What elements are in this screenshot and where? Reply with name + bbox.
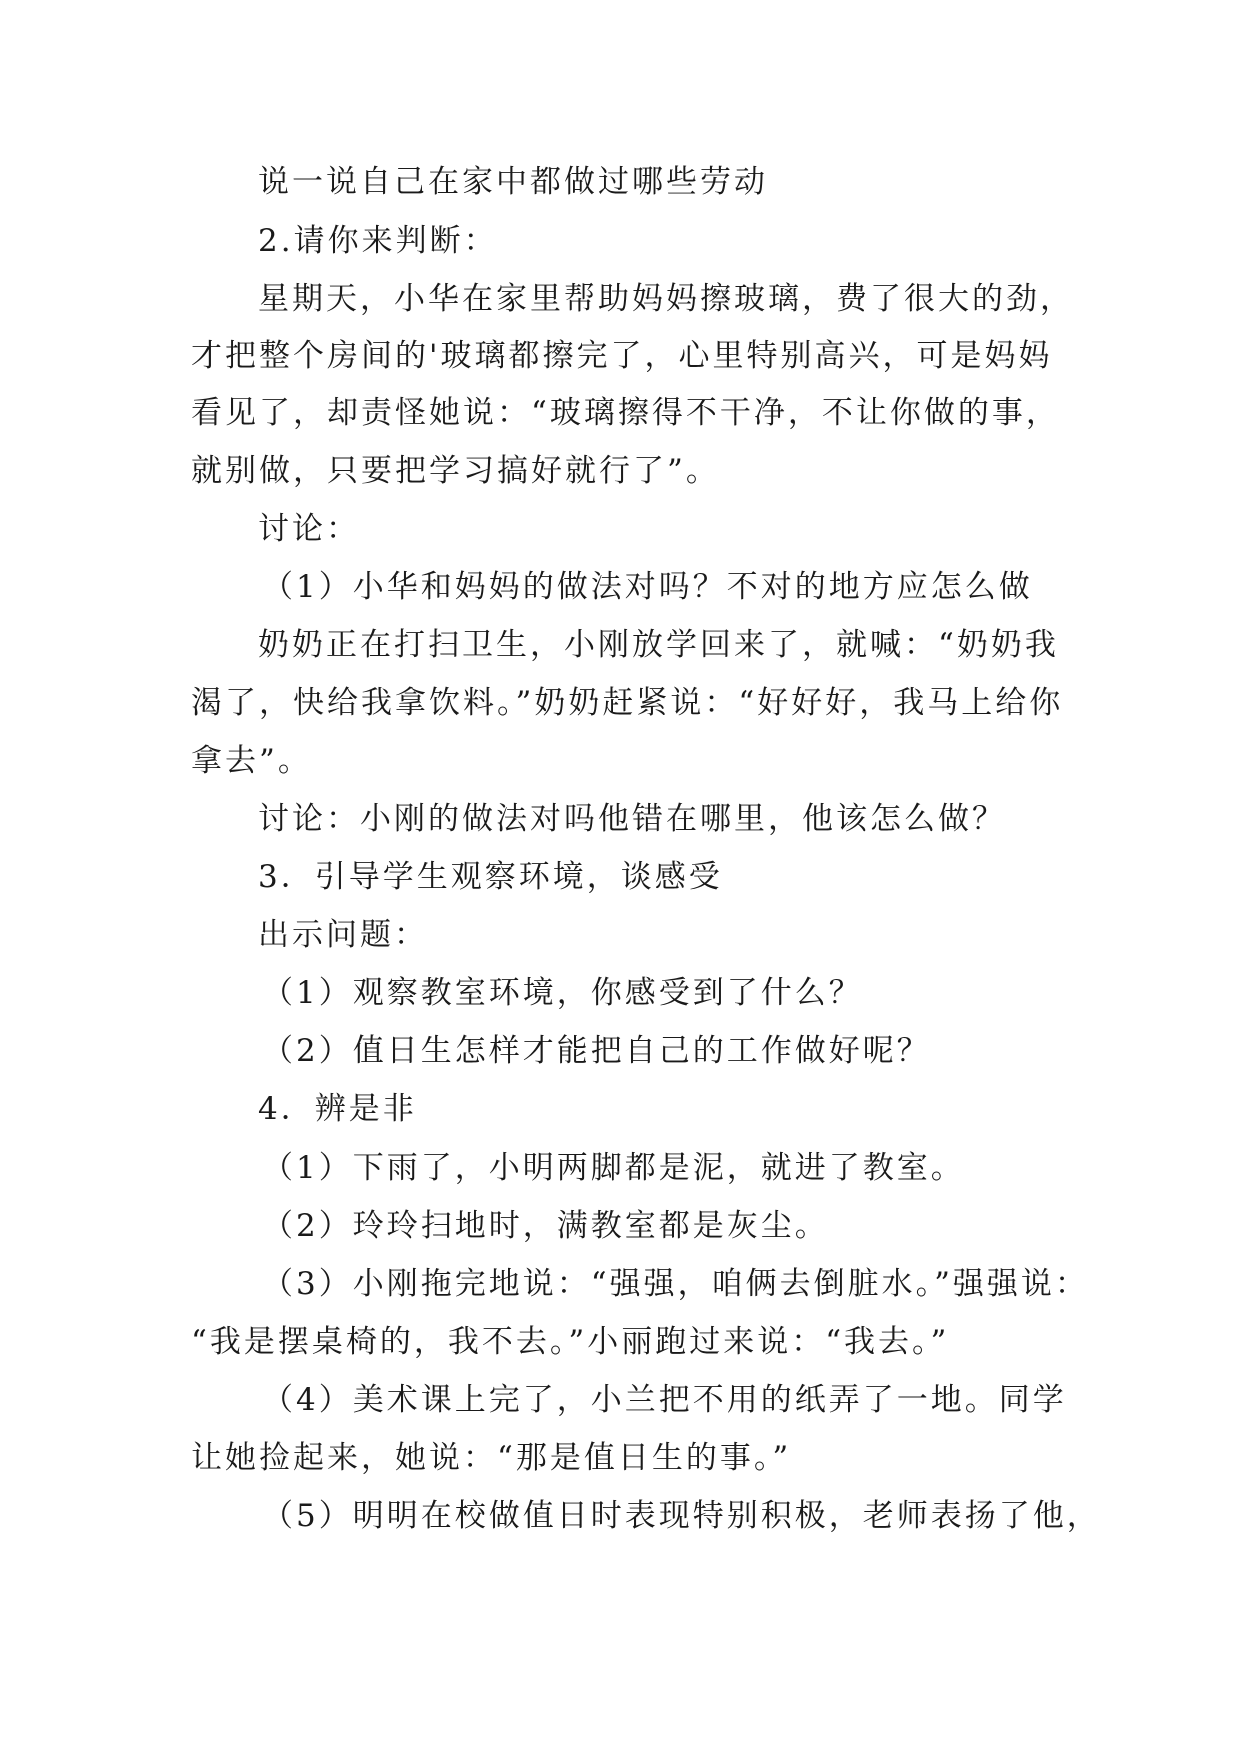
text-line: 讨论：小刚的做法对吗他错在哪里，他该怎么做？ [258, 801, 1006, 837]
list-item: （3）小刚拖完地说：“强强，咱俩去倒脏水。”强强说： [262, 1266, 1089, 1302]
section-heading: 2.请你来判断： [258, 223, 498, 259]
text-line: 就别做，只要把学习搞好就行了”。 [191, 453, 720, 489]
list-item: （2）玲玲扫地时，满教室都是灰尘。 [262, 1208, 829, 1244]
text-line: 拿去”。 [191, 743, 312, 779]
list-item: （2）值日生怎样才能把自己的工作做好呢？ [262, 1033, 931, 1069]
text-line: “我是摆桌椅的，我不去。”小丽跑过来说：“我去。” [191, 1324, 950, 1360]
text-line: 说一说自己在家中都做过哪些劳动 [258, 164, 768, 200]
list-item: （1）小华和妈妈的做法对吗？不对的地方应怎么做 [262, 569, 1033, 605]
text-line: 看见了，却责怪她说：“玻璃擦得不干净，不让你做的事， [191, 395, 1060, 431]
section-heading: 4．辨是非 [258, 1091, 417, 1127]
text-line: 奶奶正在打扫卫生，小刚放学回来了，就喊：“奶奶我 [258, 627, 1059, 663]
section-heading: 3．引导学生观察环境，谈感受 [258, 859, 723, 895]
text-line: 渴了，快给我拿饮料。”奶奶赶紧说：“好好好，我马上给你 [191, 685, 1064, 721]
text-line: 让她捡起来，她说：“那是值日生的事。” [191, 1440, 792, 1476]
list-item: （5）明明在校做值日时表现特别积极，老师表扬了他， [262, 1498, 1101, 1534]
text-line: 讨论： [258, 511, 360, 547]
list-item: （4）美术课上完了，小兰把不用的纸弄了一地。同学 [262, 1382, 1067, 1418]
list-item: （1）下雨了，小明两脚都是泥，就进了教室。 [262, 1150, 965, 1186]
text-line: 出示问题： [258, 917, 428, 953]
list-item: （1）观察教室环境，你感受到了什么？ [262, 975, 863, 1011]
text-line: 星期天，小华在家里帮助妈妈擦玻璃，费了很大的劲， [258, 281, 1074, 317]
text-line: 才把整个房间的'玻璃都擦完了，心里特别高兴，可是妈妈 [191, 338, 1053, 374]
